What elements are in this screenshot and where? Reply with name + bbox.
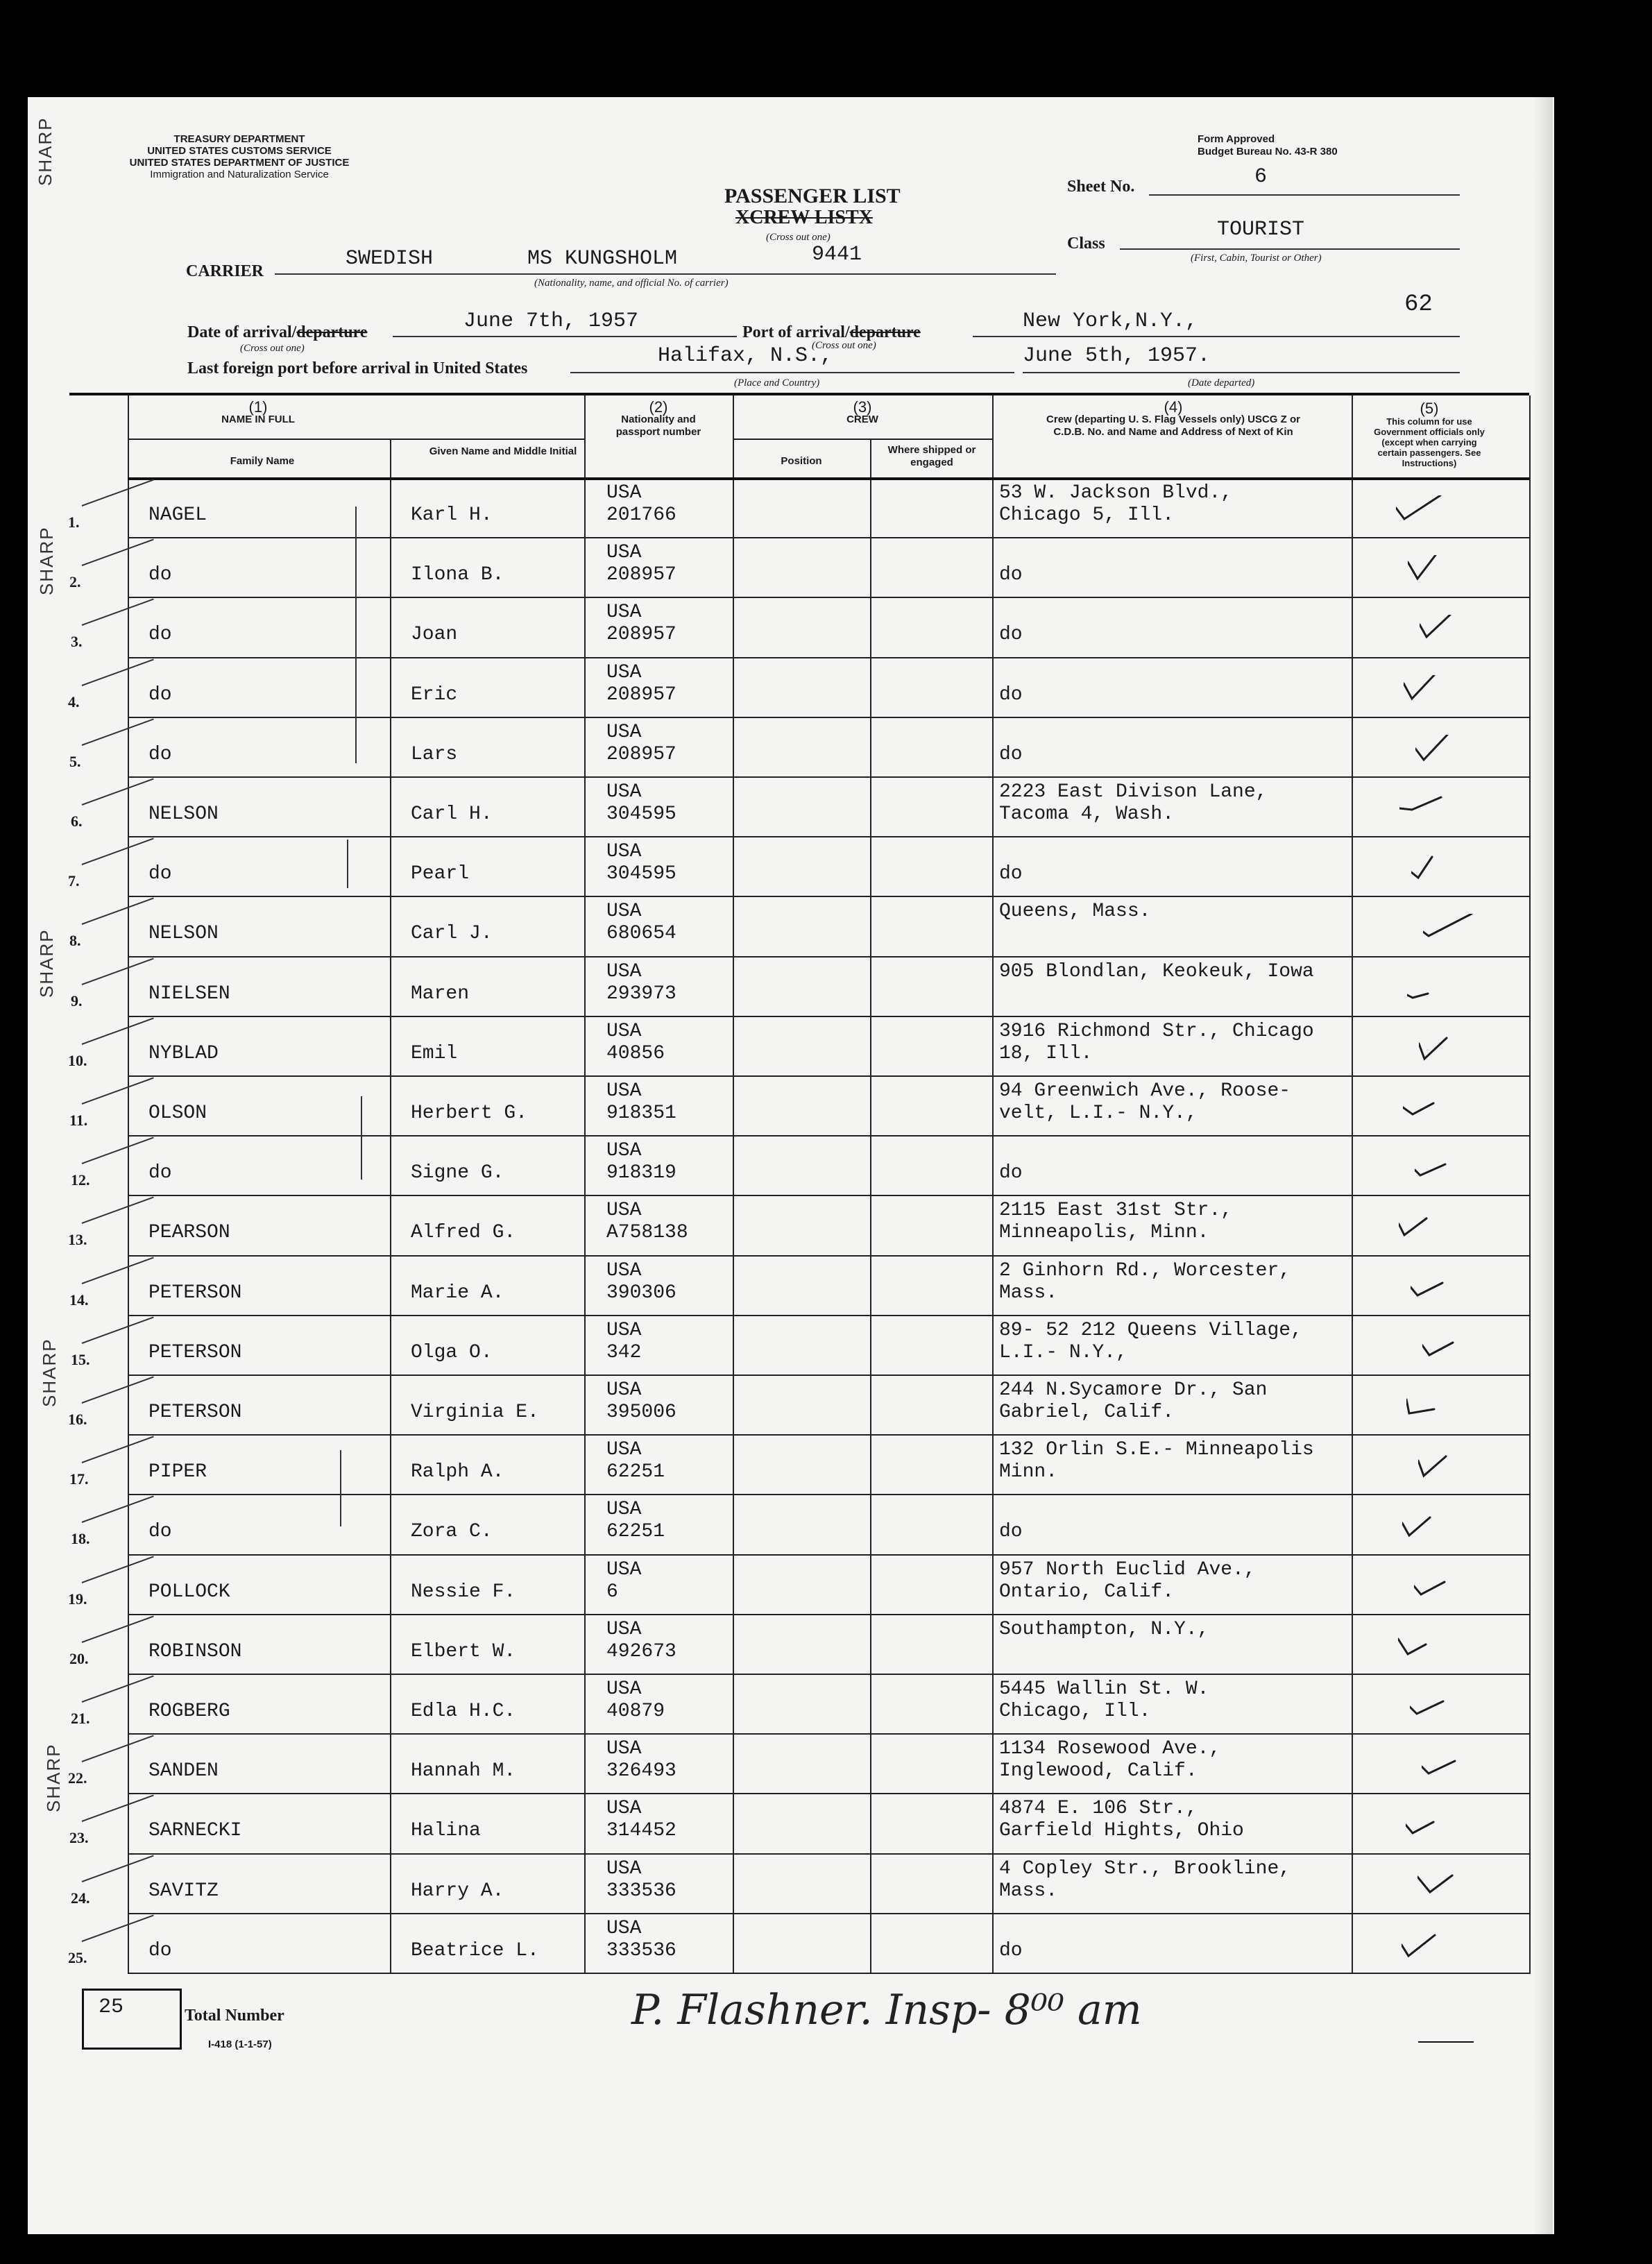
address-line-1-cell: 89- 52 212 Queens Village, <box>999 1319 1302 1341</box>
inspector-signature: P. Flashner. Insp- 8⁰⁰ am <box>631 1986 1142 2034</box>
table-column-rule <box>733 395 734 1974</box>
col5-header <box>1353 401 1506 468</box>
row-number: 21. <box>71 1710 90 1727</box>
passport-number-cell: 62251 <box>606 1461 665 1483</box>
given-name-cell: Beatrice L. <box>411 1939 539 1961</box>
row-number: 24. <box>71 1889 90 1907</box>
nationality-cell: USA <box>606 1020 642 1042</box>
page-edge <box>1533 97 1553 2234</box>
table-row-rule <box>128 1434 1529 1436</box>
given-name-cell: Elbert W. <box>411 1640 516 1662</box>
row-number: 22. <box>68 1769 87 1787</box>
row-number: 11. <box>69 1112 88 1129</box>
address-line-2-cell: Chicago 5, Ill. <box>999 504 1175 526</box>
date-departed-note: (Date departed) <box>1188 377 1255 389</box>
address-line-2-cell: do <box>999 863 1023 885</box>
col2-header <box>587 398 730 439</box>
given-name-cell: Karl H. <box>411 504 493 526</box>
given-name-cell: Nessie F. <box>411 1581 516 1603</box>
inspection-check-icon <box>1410 1692 1465 1722</box>
table-column-rule <box>584 395 586 1974</box>
address-line-2-cell: Ontario, Calif. <box>999 1581 1175 1603</box>
nationality-cell: USA <box>606 1678 642 1700</box>
family-name-cell: do <box>148 564 172 586</box>
cross-out-note-2: (Cross out one) <box>240 343 305 354</box>
given-name-cell: Halina <box>411 1820 481 1842</box>
col4-header <box>996 398 1350 439</box>
form-title: PASSENGER LIST <box>724 185 901 207</box>
col5-title: This column for use Government officials only (except when carrying certain passengers. See Instructions) <box>1374 416 1485 468</box>
nationality-cell: USA <box>606 1319 642 1341</box>
port-arrival-label-text: Port of arrival/ <box>742 323 850 341</box>
department-line: TREASURY DEPARTMENT <box>173 133 305 145</box>
sheet-value: 6 <box>1254 165 1268 189</box>
row-number: 5. <box>69 752 81 770</box>
nationality-cell: USA <box>606 1917 642 1939</box>
table-row-rule <box>128 1674 1529 1675</box>
date-arrival-value: June 7th, 1957 <box>463 309 639 333</box>
table-column-rule <box>390 439 391 1974</box>
passport-number-cell: 208957 <box>606 743 676 765</box>
table-row-rule <box>128 1255 1529 1257</box>
inspection-check-icon <box>1407 974 1463 1005</box>
passport-number-cell: 40856 <box>606 1042 665 1064</box>
passport-number-cell: 293973 <box>606 982 676 1005</box>
given-name-cell: Joan <box>411 624 458 646</box>
passport-number-cell: 208957 <box>606 564 676 586</box>
family-name-cell: do <box>148 1521 172 1543</box>
family-name-cell: PETERSON <box>148 1282 242 1304</box>
table-row-rule <box>128 1195 1529 1196</box>
col1-number: (1) <box>248 398 268 416</box>
col3a-header: Position <box>781 455 822 467</box>
nationality-cell: USA <box>606 1259 642 1282</box>
given-name-cell: Eric <box>411 683 458 706</box>
table-row-rule <box>128 537 1529 538</box>
passport-number-cell: 40879 <box>606 1701 665 1722</box>
nationality-cell: USA <box>606 1499 642 1521</box>
address-line-2-cell: 18, Ill. <box>999 1042 1093 1064</box>
family-name-cell: NELSON <box>148 923 219 945</box>
inspection-check-icon <box>1418 1452 1474 1483</box>
inspection-check-icon <box>1417 1871 1473 1902</box>
family-name-cell: PETERSON <box>148 1341 242 1363</box>
nationality-cell: USA <box>606 661 642 683</box>
address-line-2-cell: Minn. <box>999 1461 1058 1483</box>
inspection-check-icon <box>1411 854 1467 885</box>
inspection-check-icon <box>1415 735 1471 765</box>
col2-title: Nationality and passport number <box>615 414 701 438</box>
passport-number-cell: 918351 <box>606 1103 676 1124</box>
nationality-cell: USA <box>606 482 642 504</box>
table-column-rule <box>1352 395 1353 1974</box>
department-line: UNITED STATES CUSTOMS SERVICE <box>147 145 332 157</box>
nationality-cell: USA <box>606 721 642 743</box>
row-number: 25. <box>68 1948 87 1966</box>
given-name-cell: Hannah M. <box>411 1760 516 1782</box>
family-name-cell: POLLOCK <box>148 1581 230 1603</box>
family-name-cell: SAVITZ <box>148 1880 219 1902</box>
row-number: 4. <box>68 692 80 710</box>
passport-number-cell: 333536 <box>606 1939 676 1961</box>
inspection-check-icon <box>1406 1811 1461 1841</box>
row-number: 19. <box>68 1590 87 1608</box>
given-name-cell: Pearl <box>411 863 470 885</box>
address-line-2-cell: Mass. <box>999 1282 1058 1304</box>
total-value: 25 <box>99 1995 124 2019</box>
table-row-rule <box>128 1135 1529 1137</box>
address-line-2-cell: Tacoma 4, Wash. <box>999 803 1175 825</box>
table-row-rule <box>128 1554 1529 1556</box>
inspection-check-icon <box>1402 1931 1457 1961</box>
col3b-header: Where shipped or engaged <box>887 444 976 468</box>
row-number: 23. <box>69 1829 89 1847</box>
passport-number-cell: 395006 <box>606 1402 676 1423</box>
inspection-check-icon <box>1415 1153 1470 1184</box>
class-label: Class <box>1067 235 1105 253</box>
table-row-rule <box>128 657 1529 658</box>
inspection-check-icon <box>1420 615 1475 645</box>
nationality-cell: USA <box>606 1439 642 1461</box>
inspection-check-icon <box>1399 1213 1454 1243</box>
col2-number: (2) <box>649 398 668 416</box>
row-number: 16. <box>68 1411 87 1428</box>
form-approved: Form Approved <box>1198 133 1275 145</box>
address-line-2-cell: Minneapolis, Minn. <box>999 1222 1209 1244</box>
passport-number-cell: 304595 <box>606 863 676 885</box>
last-port-value: Halifax, N.S., <box>658 344 833 368</box>
nationality-cell: USA <box>606 1140 642 1162</box>
sharp-mark: SHARP <box>36 526 57 595</box>
page-number: 62 <box>1404 291 1433 318</box>
table-column-rule <box>870 439 871 1974</box>
budget-bureau: Budget Bureau No. 43-R 380 <box>1198 146 1338 158</box>
given-name-cell: Alfred G. <box>411 1222 516 1244</box>
port-arrival-value: New York,N.Y., <box>1023 309 1198 333</box>
table-row-rule <box>128 1913 1529 1914</box>
nationality-cell: USA <box>606 1738 642 1760</box>
col5-number: (5) <box>1420 400 1439 417</box>
table-row-rule <box>128 956 1529 957</box>
address-line-1-cell: 244 N.Sycamore Dr., San <box>999 1379 1268 1401</box>
department-line: UNITED STATES DEPARTMENT OF JUSTICE <box>129 157 350 169</box>
sharp-mark: SHARP <box>43 1743 64 1812</box>
table-row-rule <box>128 896 1529 897</box>
given-name-cell: Virginia E. <box>411 1402 539 1423</box>
family-name-cell: OLSON <box>148 1103 207 1124</box>
inspection-check-icon <box>1406 1393 1462 1423</box>
class-note: (First, Cabin, Tourist or Other) <box>1191 253 1322 264</box>
family-name-cell: NYBLAD <box>148 1042 219 1064</box>
family-name-cell: NAGEL <box>148 504 207 526</box>
inspection-check-icon <box>1396 495 1451 526</box>
nationality-cell: USA <box>606 1379 642 1401</box>
date-arrival-label <box>187 323 368 342</box>
nationality-cell: USA <box>606 841 642 863</box>
given-name-cell: Herbert G. <box>411 1103 528 1124</box>
passport-number-cell: 304595 <box>606 803 676 825</box>
given-name-cell: Ilona B. <box>411 564 504 586</box>
inspection-check-icon <box>1408 555 1463 586</box>
table-row-rule <box>128 1793 1529 1794</box>
header-rule <box>733 439 992 440</box>
row-number: 9. <box>71 991 83 1010</box>
address-line-1-cell: 5445 Wallin St. W. <box>999 1678 1209 1700</box>
row-number: 6. <box>71 812 83 830</box>
inspection-check-icon <box>1422 1751 1477 1782</box>
address-line-1-cell: Queens, Mass. <box>999 901 1151 923</box>
address-line-1-cell: 132 Orlin S.E.- Minneapolis <box>999 1439 1314 1461</box>
passport-number-cell: 201766 <box>606 504 676 526</box>
carrier-label: CARRIER <box>186 262 264 280</box>
col1-title: NAME IN FULL <box>221 414 295 425</box>
given-name-cell: Emil <box>411 1042 458 1064</box>
address-line-2-cell: do <box>999 1939 1023 1961</box>
table-row-rule <box>128 1075 1529 1077</box>
family-name-cell: SARNECKI <box>148 1820 242 1842</box>
cross-out-note-3: (Cross out one) <box>812 340 876 351</box>
given-name-cell: Signe G. <box>411 1162 504 1184</box>
address-line-2-cell: Mass. <box>999 1880 1058 1902</box>
sharp-mark: SHARP <box>35 117 56 186</box>
nationality-cell: USA <box>606 1798 642 1820</box>
col1b-header: Given Name and Middle Initial <box>429 445 577 457</box>
last-port-label: Last foreign port before arrival in United States <box>187 359 528 377</box>
row-number: 7. <box>68 872 80 890</box>
family-name-cell: do <box>148 624 172 646</box>
inspection-check-icon <box>1403 1093 1458 1124</box>
address-line-1-cell: 905 Blondlan, Keokeuk, Iowa <box>999 960 1314 982</box>
handwritten-bracket <box>361 1096 362 1180</box>
address-line-2-cell: Gabriel, Calif. <box>999 1402 1175 1423</box>
header-rule <box>128 439 584 440</box>
table-column-rule <box>992 395 994 1974</box>
inspection-check-icon <box>1411 1273 1466 1304</box>
table-row-rule <box>128 1853 1529 1855</box>
address-line-2-cell: do <box>999 683 1023 706</box>
address-line-2-cell: do <box>999 624 1023 646</box>
passport-number-cell: 492673 <box>606 1640 676 1662</box>
address-line-1-cell: 53 W. Jackson Blvd., <box>999 482 1233 504</box>
nationality-cell: USA <box>606 1618 642 1640</box>
inspection-check-icon <box>1398 1632 1454 1662</box>
address-line-1-cell: 94 Greenwich Ave., Roose- <box>999 1080 1291 1102</box>
family-name-cell: do <box>148 743 172 765</box>
given-name-cell: Lars <box>411 743 458 765</box>
family-name-cell: PIPER <box>148 1461 207 1483</box>
sheet-label: Sheet No. <box>1067 178 1135 196</box>
passport-number-cell: A758138 <box>606 1222 688 1244</box>
address-line-2-cell: do <box>999 564 1023 586</box>
address-line-1-cell: 3916 Richmond Str., Chicago <box>999 1020 1314 1042</box>
col4-number: (4) <box>1164 398 1183 416</box>
inspection-check-icon <box>1402 1512 1458 1542</box>
class-value: TOURIST <box>1217 218 1305 241</box>
inspection-check-icon <box>1419 1034 1474 1064</box>
inspection-check-icon <box>1399 794 1455 825</box>
total-box <box>82 1989 182 2050</box>
address-line-2-cell: do <box>999 1521 1023 1543</box>
handwritten-bracket <box>340 1450 341 1526</box>
passport-number-cell: 314452 <box>606 1820 676 1842</box>
nationality-cell: USA <box>606 960 642 982</box>
sharp-mark: SHARP <box>39 1338 60 1407</box>
address-line-2-cell: Inglewood, Calif. <box>999 1760 1198 1782</box>
row-number: 1. <box>68 513 80 531</box>
row-number: 3. <box>71 633 83 651</box>
row-number: 13. <box>68 1231 87 1249</box>
table-column-rule <box>128 395 129 1974</box>
address-line-2-cell: L.I.- N.Y., <box>999 1341 1127 1363</box>
given-name-cell: Harry A. <box>411 1880 504 1902</box>
nationality-cell: USA <box>606 602 642 624</box>
carrier-note: (Nationality, name, and official No. of carrier) <box>534 278 729 289</box>
table-row-rule <box>128 1494 1529 1495</box>
row-number: 18. <box>71 1530 90 1548</box>
table-row-rule <box>128 776 1529 778</box>
address-line-1-cell: 1134 Rosewood Ave., <box>999 1738 1221 1760</box>
carrier-name: MS KUNGSHOLM <box>527 247 678 271</box>
table-row-rule <box>128 597 1529 598</box>
department-block <box>90 133 389 180</box>
inspection-check-icon <box>1423 914 1479 944</box>
family-name-cell: do <box>148 1162 172 1184</box>
given-name-cell: Carl H. <box>411 803 493 825</box>
family-name-cell: do <box>148 683 172 706</box>
cross-out-note: (Cross out one) <box>766 232 831 243</box>
address-line-1-cell: 2115 East 31st Str., <box>999 1200 1233 1222</box>
row-number: 14. <box>69 1291 89 1309</box>
address-line-2-cell: do <box>999 1162 1023 1184</box>
family-name-cell: SANDEN <box>148 1760 219 1782</box>
family-name-cell: do <box>148 863 172 885</box>
address-line-2-cell: do <box>999 743 1023 765</box>
handwritten-bracket <box>355 507 357 763</box>
passport-number-cell: 208957 <box>606 683 676 706</box>
family-name-cell: PEARSON <box>148 1222 230 1244</box>
nationality-cell: USA <box>606 1857 642 1880</box>
port-arrival-label <box>742 323 921 342</box>
date-arrival-struck: departure <box>296 323 368 341</box>
inspection-check-icon <box>1422 1333 1478 1363</box>
family-name-cell: ROGBERG <box>148 1701 230 1722</box>
table-row-rule <box>128 1733 1529 1735</box>
address-line-1-cell: 4 Copley Str., Brookline, <box>999 1857 1291 1880</box>
crew-list-struck: XCREW LISTX <box>735 207 873 228</box>
date-arrival-label-text: Date of arrival/ <box>187 323 297 341</box>
passport-number-cell: 62251 <box>606 1521 665 1543</box>
col3-header <box>733 398 992 426</box>
given-name-cell: Olga O. <box>411 1341 493 1363</box>
passport-number-cell: 326493 <box>606 1760 676 1782</box>
table-row-rule <box>128 1614 1529 1615</box>
row-number: 12. <box>71 1171 90 1189</box>
total-label: Total Number <box>185 2007 284 2025</box>
given-name-cell: Zora C. <box>411 1521 493 1543</box>
col1-header <box>128 398 389 426</box>
table-row-rule <box>128 1374 1529 1376</box>
row-number: 17. <box>69 1470 89 1488</box>
col1a-header: Family Name <box>230 455 295 467</box>
col3-number: (3) <box>853 398 872 416</box>
handwritten-bracket <box>347 840 348 888</box>
inspection-check-icon <box>1404 675 1459 706</box>
passport-number-cell: 6 <box>606 1581 618 1603</box>
nationality-cell: USA <box>606 1558 642 1581</box>
family-name-cell: NIELSEN <box>148 982 230 1005</box>
address-line-2-cell: Chicago, Ill. <box>999 1701 1151 1722</box>
place-country-note: (Place and Country) <box>734 377 820 389</box>
col4-title: Crew (departing U. S. Flag Vessels only) USCG Z or C.D.B. No. and Name and Address of Next of Kin <box>1046 414 1300 438</box>
given-name-cell: Carl J. <box>411 923 493 945</box>
department-line: Immigration and Naturalization Service <box>150 169 329 180</box>
given-name-cell: Ralph A. <box>411 1461 504 1483</box>
given-name-cell: Marie A. <box>411 1282 504 1304</box>
date-departed-value: June 5th, 1957. <box>1023 344 1211 368</box>
form-id: I-418 (1-1-57) <box>208 2039 272 2050</box>
row-number: 2. <box>69 573 81 591</box>
table-row-rule <box>128 717 1529 718</box>
row-number: 8. <box>69 932 81 950</box>
passport-number-cell: 390306 <box>606 1282 676 1304</box>
family-name-cell: PETERSON <box>148 1402 242 1423</box>
port-arrival-struck: departure <box>849 323 921 341</box>
given-name-cell: Edla H.C. <box>411 1701 516 1722</box>
nationality-cell: USA <box>606 542 642 564</box>
row-number: 20. <box>69 1649 89 1667</box>
address-line-2-cell: Garfield Hights, Ohio <box>999 1820 1244 1842</box>
family-name-cell: ROBINSON <box>148 1640 242 1662</box>
passport-number-cell: 342 <box>606 1341 642 1363</box>
passport-number-cell: 208957 <box>606 624 676 646</box>
family-name-cell: do <box>148 1939 172 1961</box>
row-number: 10. <box>68 1051 87 1069</box>
address-line-1-cell: 2 Ginhorn Rd., Worcester, <box>999 1259 1291 1282</box>
table-column-rule <box>1529 395 1531 1974</box>
table-row-rule <box>128 836 1529 837</box>
table-row-rule <box>128 1973 1529 1974</box>
address-line-2-cell: velt, L.I.- N.Y., <box>999 1103 1198 1124</box>
nationality-cell: USA <box>606 1080 642 1102</box>
address-line-1-cell: 957 North Euclid Ave., <box>999 1558 1256 1581</box>
nationality-cell: USA <box>606 1200 642 1222</box>
table-row-rule <box>128 1016 1529 1017</box>
sharp-mark: SHARP <box>36 928 57 998</box>
row-number: 15. <box>71 1350 90 1368</box>
given-name-cell: Maren <box>411 982 470 1005</box>
carrier-nationality: SWEDISH <box>346 247 434 271</box>
table-row-rule <box>128 1315 1529 1316</box>
passport-number-cell: 333536 <box>606 1880 676 1902</box>
nationality-cell: USA <box>606 901 642 923</box>
address-line-1-cell: Southampton, N.Y., <box>999 1618 1209 1640</box>
nationality-cell: USA <box>606 781 642 803</box>
passport-number-cell: 918319 <box>606 1162 676 1184</box>
header-bottom-rule <box>128 477 1529 480</box>
family-name-cell: NELSON <box>148 803 219 825</box>
address-line-1-cell: 4874 E. 106 Str., <box>999 1798 1198 1820</box>
address-line-1-cell: 2223 East Divison Lane, <box>999 781 1268 803</box>
carrier-number: 9441 <box>812 243 862 266</box>
passport-number-cell: 680654 <box>606 923 676 945</box>
inspection-check-icon <box>1414 1572 1470 1603</box>
col3-title: CREW <box>846 414 878 425</box>
